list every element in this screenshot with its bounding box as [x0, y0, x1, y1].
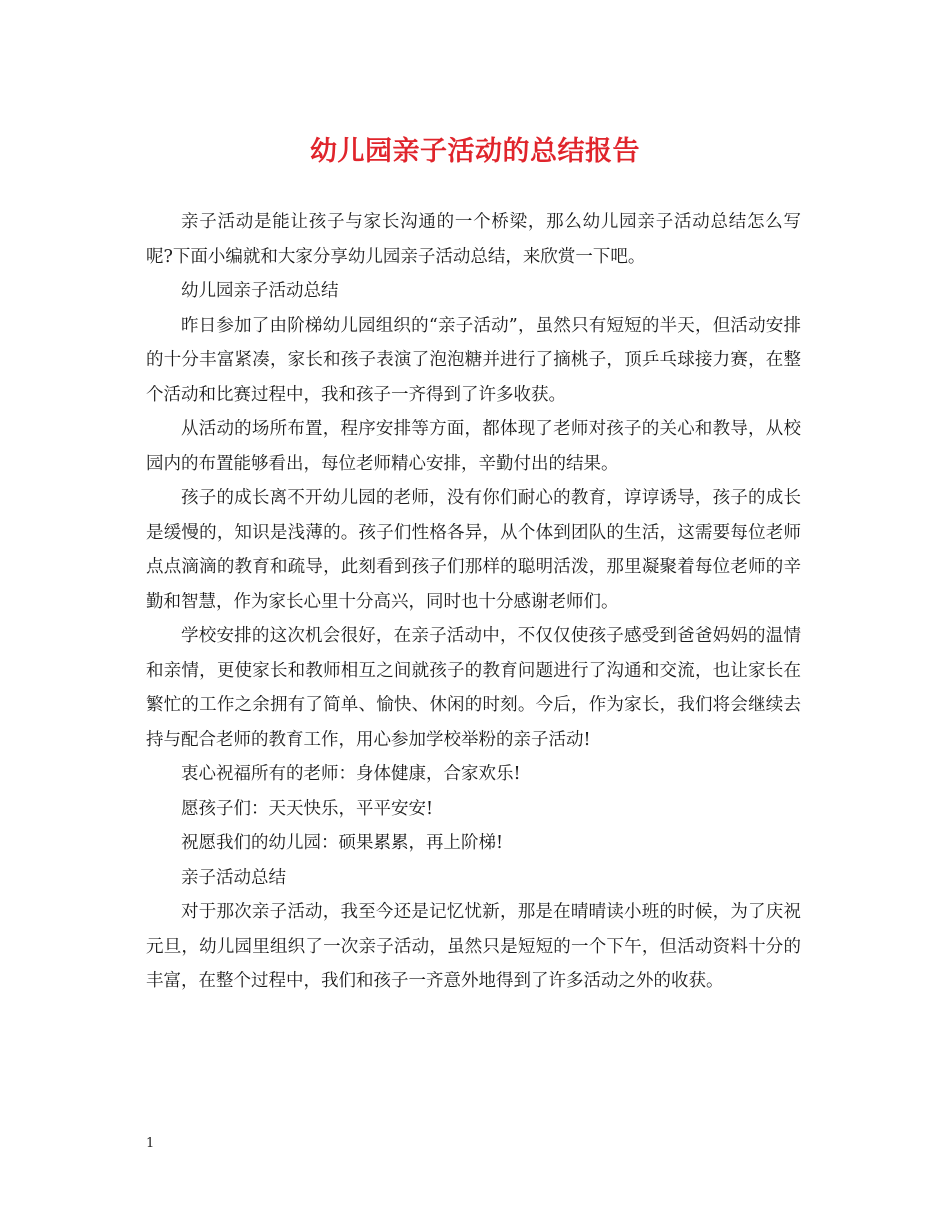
document-title: 幼儿园亲子活动的总结报告	[310, 136, 640, 167]
section-heading-2: 亲子活动总结	[181, 867, 286, 888]
paragraph: 孩子的成长离不开幼儿园的老师，没有你们耐心的教育，谆谆诱导，孩子的成长是缓慢的，知识是浅薄的。孩子们性格各异，从个体到团队的生活，这需要每位老师点点滴滴的教育和疏导，此刻看到孩子们那样的聪明活泼，那里凝聚着每位老师的辛勤和智慧，作为家长心里十分高兴，同时也十分感谢老师们。	[146, 488, 801, 612]
paragraph: 从活动的场所布置，程序安排等方面，都体现了老师对孩子的关心和教导，从校园内的布置能够看出，每位老师精心安排，辛勤付出的结果。	[146, 419, 801, 474]
document-body	[146, 205, 801, 999]
paragraph: 昨日参加了由阶梯幼儿园组织的“亲子活动”，虽然只有短短的半天，但活动安排的十分丰富紧凑，家长和孩子表演了泡泡糖并进行了摘桃子，顶乒乓球接力赛，在整个活动和比赛过程中，我和孩子一齐得到了许多收获。	[146, 315, 801, 405]
paragraph: 对于那次亲子活动，我至今还是记忆忧新，那是在晴晴读小班的时候，为了庆祝元旦，幼儿园里组织了一次亲子活动，虽然只是短短的一个下午，但活动资料十分的丰富，在整个过程中，我们和孩子一齐意外地得到了许多活动之外的收获。	[146, 902, 801, 991]
blessing-line: 祝愿我们的幼儿园：硕果累累，再上阶梯!	[181, 833, 504, 853]
blessing-line: 愿孩子们：天天快乐，平平安安!	[181, 798, 434, 819]
paragraph: 学校安排的这次机会很好，在亲子活动中，不仅仅使孩子感受到爸爸妈妈的温情和亲情，更使家长和教师相互之间就孩子的教育问题进行了沟通和交流，也让家长在繁忙的工作之余拥有了简单、愉快、休闲的时刻。今后，作为家长，我们将会继续去持与配合老师的教育工作，用心参加学校举粉的亲子活动!	[146, 626, 801, 750]
paragraph-intro: 亲子活动是能让孩子与家长沟通的一个桥梁，那么幼儿园亲子活动总结怎么写呢?下面小编就和大家分享幼儿园亲子活动总结，来欣赏一下吧。	[146, 212, 801, 267]
section-heading-1: 幼儿园亲子活动总结	[181, 281, 339, 301]
page-number: 1	[146, 1136, 155, 1151]
blessing-line: 衷心祝福所有的老师：身体健康，合家欢乐!	[181, 764, 521, 784]
